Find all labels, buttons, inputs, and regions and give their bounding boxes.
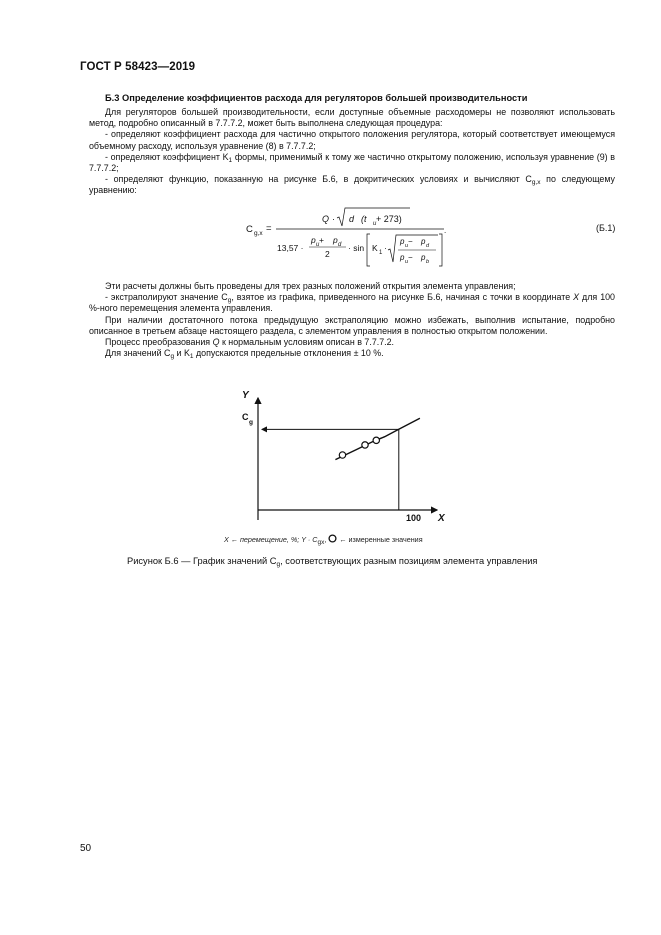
paragraph-1: Для регуляторов большей производительности, если доступные объемные расходомеры не позволяют использовать метод, подробно описанный в 7.7.7.2, может быть выполнена следующая процедура: (89, 107, 615, 129)
paragraph-7: При наличии достаточного потока предыдущую экстраполяцию можно избежать, выполнив испытание, подробно описанное в третьем абзаце настоящего раздела, с элементом управления в полностью открытом положении. (89, 314, 615, 336)
measured-point-icon (328, 534, 337, 543)
eq-num-d: d (349, 214, 355, 224)
eq-num-tu: (t (361, 214, 367, 224)
eq-num-dot: · (332, 214, 335, 224)
caption-text-b: , соответствующих разным позициям элемента управления (280, 556, 538, 566)
document-header: ГОСТ Р 58423—2019 (80, 61, 196, 73)
eq-den-sin: · sin (348, 243, 365, 253)
page-number: 50 (80, 843, 92, 854)
legend-text-b-sub: gx (317, 539, 325, 546)
section-title: Б.3 Определение коэффициентов расхода для регуляторов большей производительности (105, 93, 528, 103)
eq-inner-den-p: p (400, 253, 405, 262)
eq-inner-num-p: p (400, 237, 405, 246)
eq-inner-den-sub2: b (426, 259, 430, 265)
eq-den-pd-sub: d (338, 242, 342, 248)
paragraph-6-x: X (573, 292, 580, 303)
y-axis-label: Y (242, 390, 249, 401)
eq-den-k-sub: 1 (379, 250, 383, 256)
paragraph-9-sub-2: 1 (189, 353, 194, 361)
eq-inner-num-sub2: d (426, 243, 430, 249)
chart-plot-area (242, 390, 446, 524)
eq-den-pu-sub: u (316, 242, 320, 248)
x-axis-label: X (438, 513, 445, 524)
legend-text-c: , (324, 535, 329, 544)
eq-den-const: 13,57 · (277, 243, 304, 253)
eq-inner-den-sub1: u (405, 259, 409, 265)
eq-den-pu: p (311, 235, 316, 245)
paragraph-8-text-b: к нормальным условиям описан в 7.7.7.2. (219, 337, 395, 348)
paragraph-6-text-b: , взятое из графика, приведенного на рисунке Б.6, начиная с точки в координате (231, 292, 574, 303)
eq-lhs: C (246, 224, 253, 235)
measured-point-3 (373, 437, 379, 443)
paragraph-3-text-b: формы, применимый к тому же частично открытому положению, используя уравнение (9) в 7.7.7.2; (89, 151, 615, 174)
equation-number: (Б.1) (596, 223, 616, 233)
paragraph-6-text-a: - экстраполируют значение C (105, 292, 228, 303)
paragraph-6-sub: g (227, 297, 232, 305)
eq-den-pd: p (333, 235, 338, 245)
caption-text-a: Рисунок Б.6 — График значений C (127, 556, 277, 566)
paragraph-5: Эти расчеты должны быть проведены для трех разных положений открытия элемента управления; (105, 281, 516, 291)
legend-text-b: Y · C (301, 535, 318, 544)
eq-inner-num-p2: p (421, 237, 426, 246)
paragraph-8-text-a: Процесс преобразования (105, 337, 213, 348)
paragraph-4-text-a: - определяют функцию, показанную на рисунке Б.6, в докритических условиях и вычисляют C (105, 174, 532, 185)
eq-lhs-sub: g,x (254, 230, 263, 237)
paragraph-3-sub: 1 (228, 156, 233, 164)
legend-text-a: X ← перемещение, %; (224, 535, 302, 544)
measured-point-1 (339, 452, 345, 458)
eq-num-tu-sub: u (373, 221, 377, 227)
eq-inner-num-sub1: u (405, 243, 409, 249)
paragraph-3-text-a: - определяют коэффициент K (105, 151, 229, 162)
figure-caption (127, 556, 537, 566)
eq-num-q: Q (322, 214, 330, 224)
caption-sub: g (276, 561, 281, 568)
legend-text-d: ← измеренные значения (337, 535, 423, 544)
paragraph-9-text-b: и K (174, 348, 190, 359)
eq-inner-den-minus: − (408, 253, 413, 262)
y-tick-label: C (242, 412, 249, 422)
eq-inner-den-p2: p (421, 253, 426, 262)
paragraph-8-q: Q (212, 337, 220, 348)
x-tick-label: 100 (406, 513, 422, 523)
paragraph-6-text-c: для 100 %-ного перемещения элемента управления. (89, 292, 615, 314)
eq-equals: = (266, 223, 272, 234)
measured-point-2 (362, 442, 368, 448)
paragraph-9-text-c: допускаются предельные отклонения ± 10 %. (193, 348, 384, 359)
y-tick-sub: g (249, 419, 253, 426)
paragraph-9-sub-1: g (170, 353, 175, 361)
eq-num-tail: + 273) (376, 214, 402, 224)
paragraph-2: - определяют коэффициент расхода для частично открытого положения регулятора, который соответствует имеющемуся объемному расходу, используя уравнение (8) в 7.7.7.2; (89, 129, 615, 151)
eq-den-two: 2 (325, 249, 330, 259)
paragraph-4-text-b: по следующему уравнению: (89, 174, 615, 196)
chart-legend (224, 534, 423, 544)
eq-comma: . (444, 226, 447, 235)
eq-den-k-dot: · (384, 243, 387, 253)
eq-den-k: K (372, 243, 378, 253)
eq-inner-minus: − (408, 237, 413, 246)
paragraph-4-sub: g,x (531, 179, 541, 187)
eq-den-plus: + (319, 235, 324, 245)
paragraph-9-text-a: Для значений C (105, 348, 171, 359)
